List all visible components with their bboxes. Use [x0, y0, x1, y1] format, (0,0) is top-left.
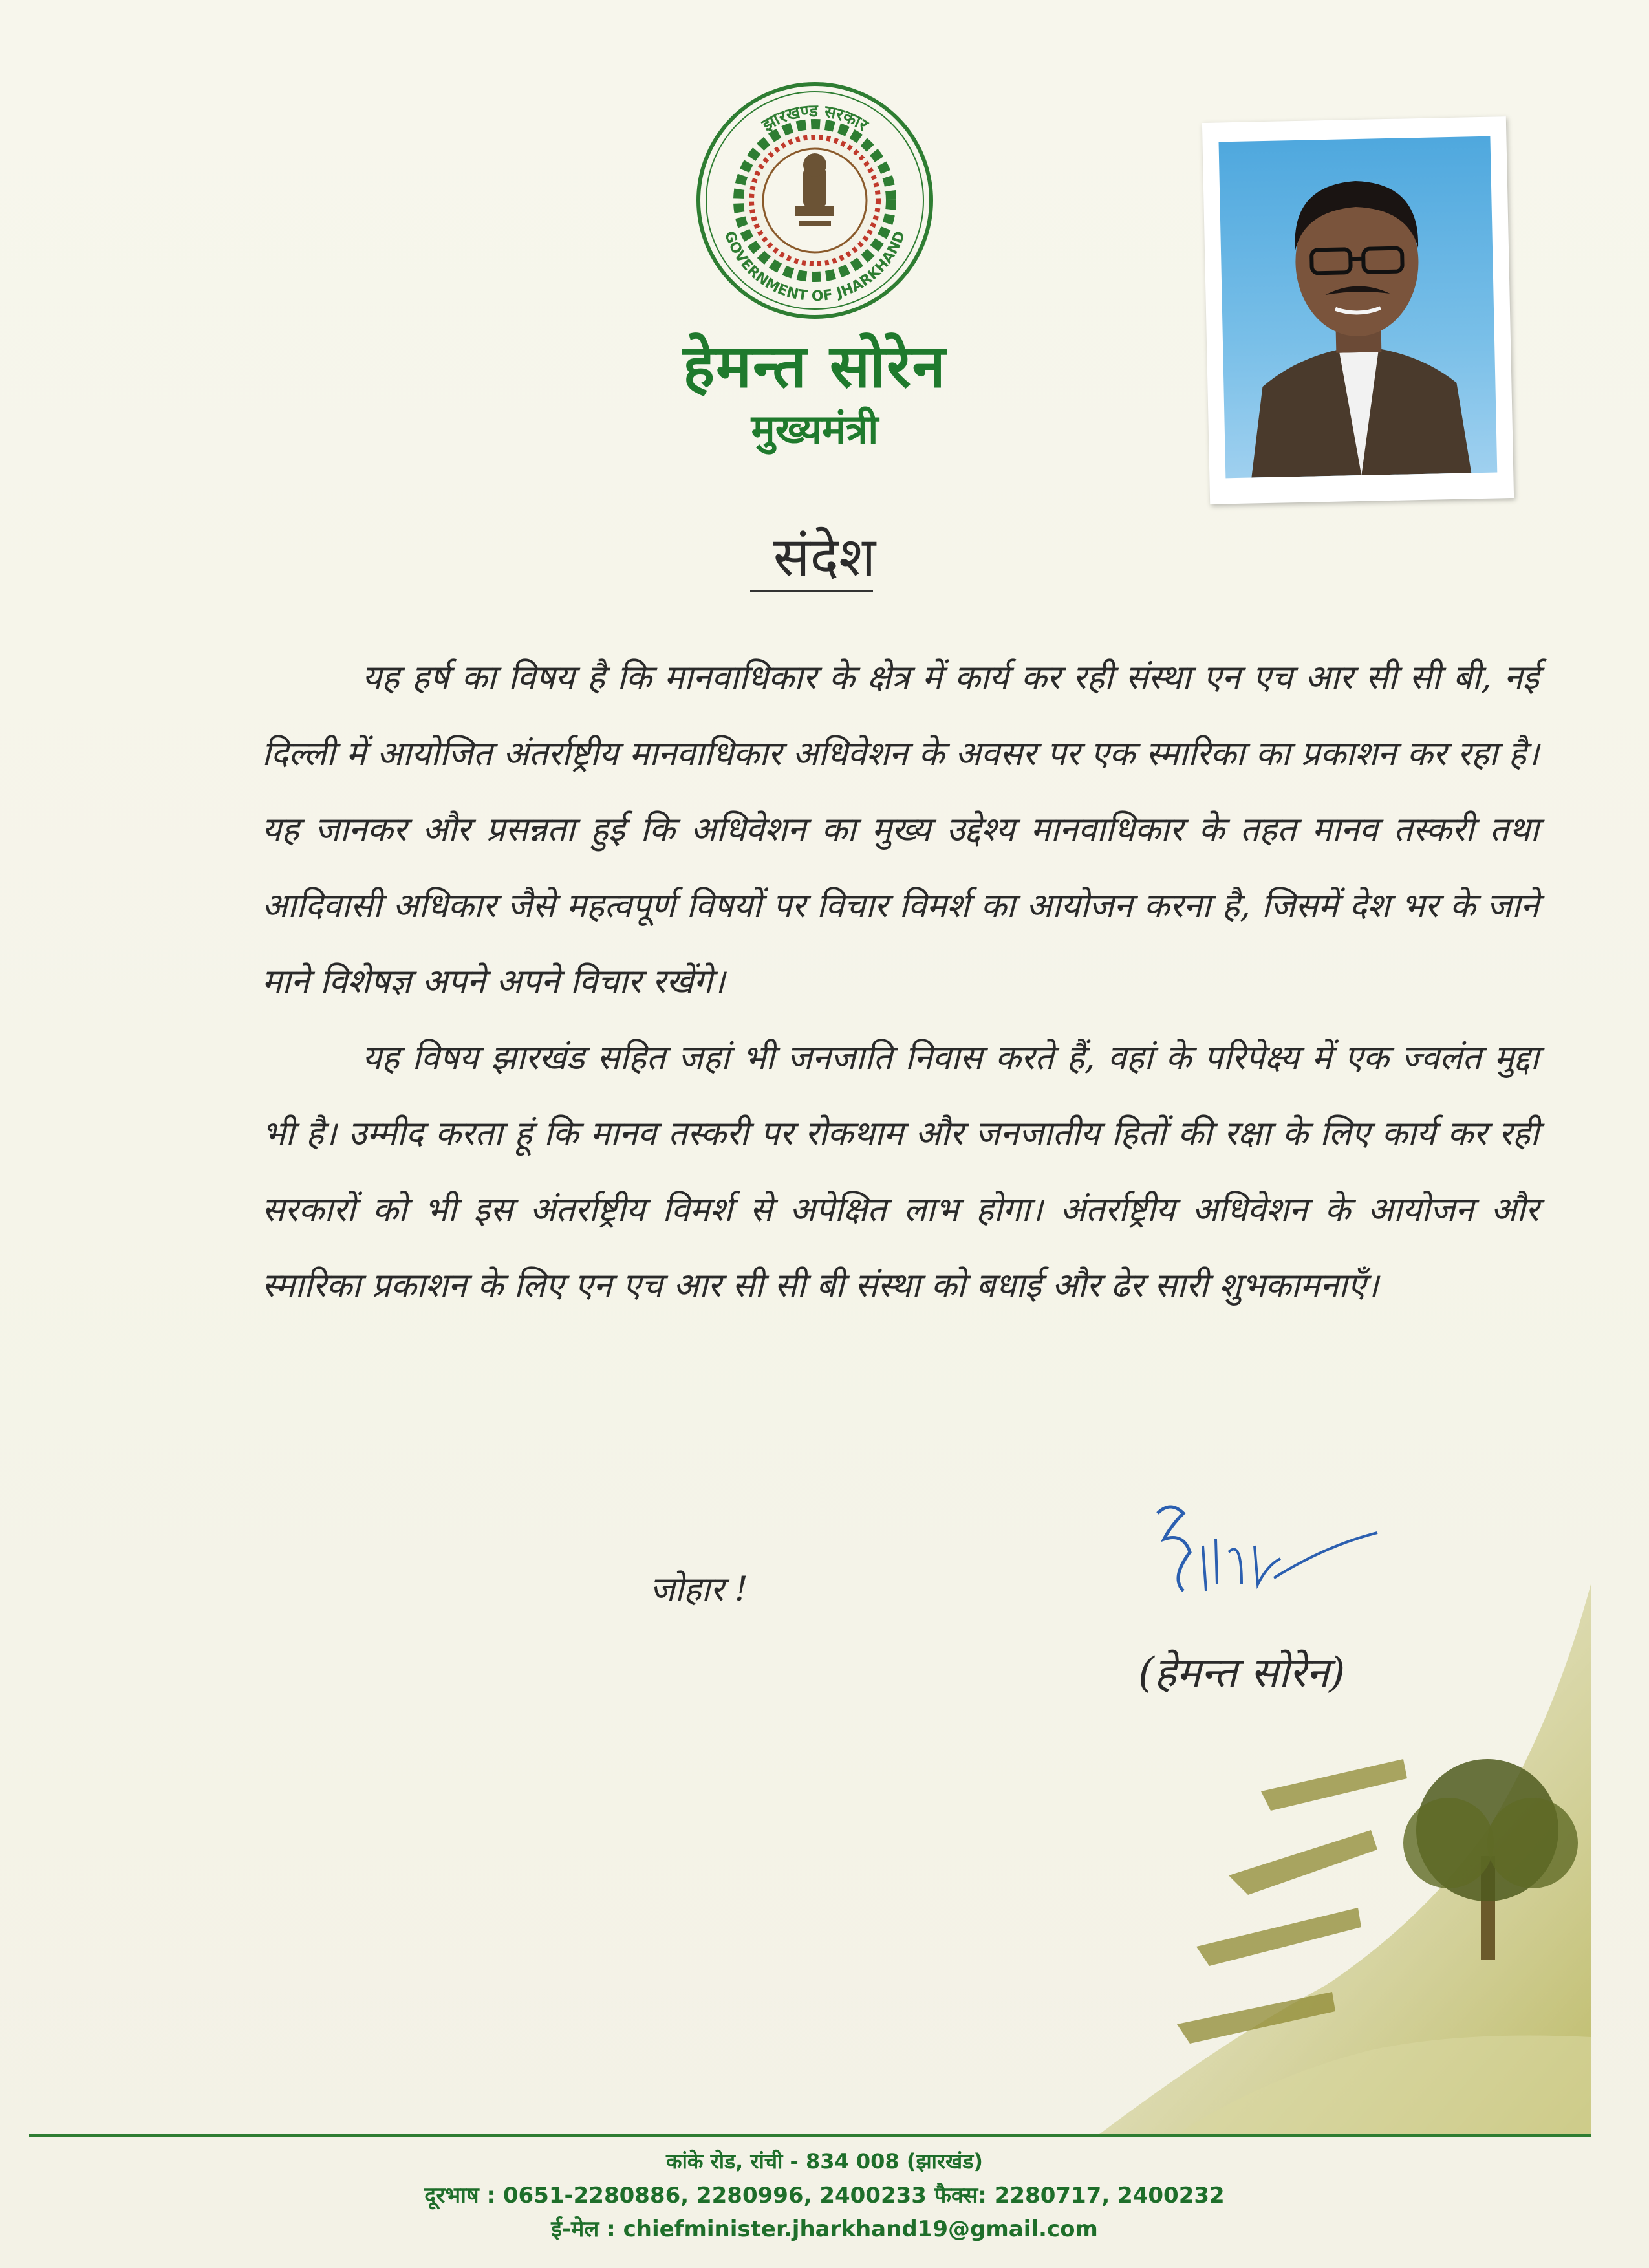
chief-minister-designation: मुख्यमंत्री — [751, 405, 879, 453]
message-heading: संदेश — [773, 525, 876, 589]
footer-address: कांके रोड, रांची - 834 008 (झारखंड) — [666, 2149, 983, 2174]
state-emblem-seal-icon — [692, 78, 938, 323]
message-paragraph-1: यह हर्ष का विषय है कि मानवाधिकार के क्षेत्र में कार्य कर रही संस्था एन एच आर सी सी बी, नई दिल्ली में आयोजित अंतर्राष्ट्रीय मानवाधिकार अधिवेशन के अवसर पर एक स्मारिका का प्रकाशन कर रहा है। यह जानकर और प्रसन्नता हुई कि अधिवेशन का मुख्य उद्देश्य मानवाधिकार के तहत मानव तस्करी तथा आदिवासी अधिकार जैसे महत्वपूर्ण विषयों पर विचार विमर्श का आयोजन करना है, जिसमें देश भर के जाने माने विशेषज्ञ अपने अपने विचार रखेंगे। — [262, 658, 1539, 1001]
closing-greeting: जोहार ! — [650, 1570, 748, 1609]
heading-underline — [750, 590, 873, 592]
footer-divider — [29, 2134, 1591, 2137]
chief-minister-name: हेमन्त सोरेन — [683, 332, 947, 401]
tree-illustration-icon — [1099, 1584, 1591, 2134]
signatory-name: (हेमन्त सोरेन) — [1138, 1649, 1346, 1697]
portrait-photo — [1202, 116, 1514, 504]
footer-email: ई-मेल : chiefminister.jharkhand19@gmail.com — [551, 2216, 1098, 2242]
message-paragraph-2: यह विषय झारखंड सहित जहां भी जनजाति निवास करते हैं, वहां के परिपेक्ष्य में एक ज्वलंत मुद्दा भी है। उम्मीद करता हूं कि मानव तस्करी पर रोकथाम और जनजातीय हितों की रक्षा के लिए कार्य कर रही सरकारों को भी इस अंतर्राष्ट्रीय विमर्श से अपेक्षित लाभ होगा। अंतर्राष्ट्रीय अधिवेशन के आयोजन और स्मारिका प्रकाशन के लिए एन एच आर सी सी बी संस्था को बधाई और ढेर सारी शुभकामनाएँ। — [262, 1038, 1539, 1305]
seal-top-text: झारखण्ड सरकार — [759, 101, 872, 136]
message-body — [262, 640, 1539, 1324]
footer-phone-fax: दूरभाष : 0651-2280886, 2280996, 2400233 फैक्स: 2280717, 2400232 — [424, 2183, 1225, 2209]
seal-bottom-text: GOVERNMENT OF JHARKHAND — [720, 229, 909, 305]
